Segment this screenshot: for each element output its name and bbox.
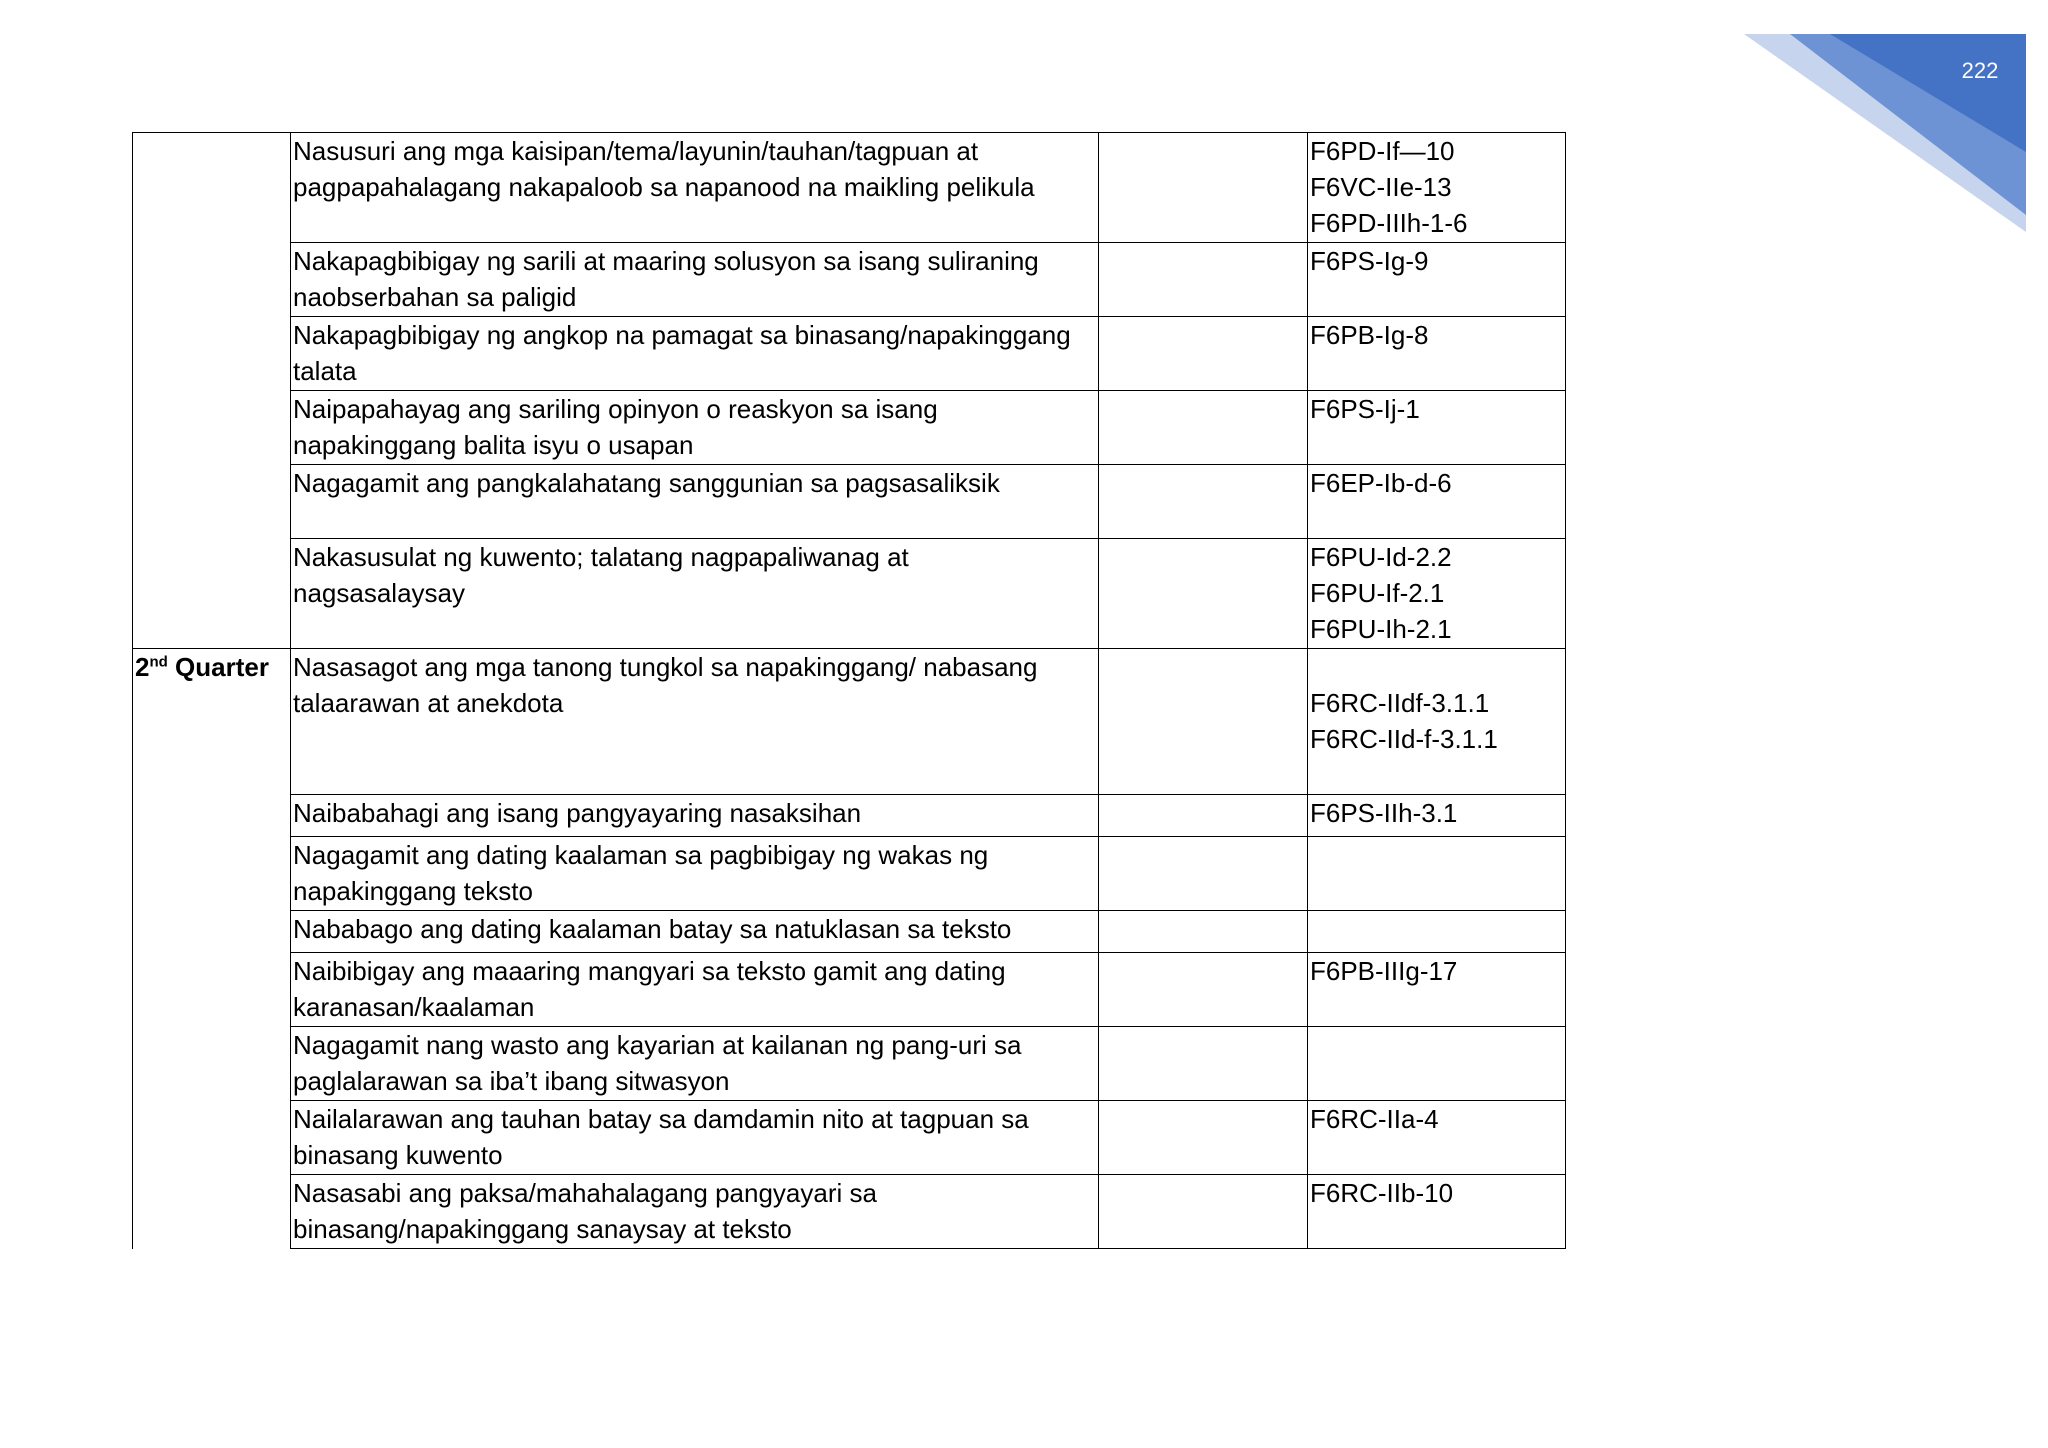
code-cell xyxy=(1308,911,1566,953)
table-row xyxy=(133,465,1566,539)
competency-cell: Nailalarawan ang tauhan batay sa damdamin nito at tagpuan sa binasang kuwento xyxy=(291,1101,1099,1175)
blank-cell xyxy=(1099,539,1308,649)
code-cell: F6PS-IIh-3.1 xyxy=(1308,795,1566,837)
code-cell: F6PU-Id-2.2 F6PU-If-2.1 F6PU-Ih-2.1 xyxy=(1308,539,1566,649)
code-cell: F6PB-IIIg-17 xyxy=(1308,953,1566,1027)
competency-cell: Nakasusulat ng kuwento; talatang nagpapaliwanag at nagsasalaysay xyxy=(291,539,1099,649)
blank-cell xyxy=(1099,649,1308,795)
code-cell: F6RC-IIa-4 xyxy=(1308,1101,1566,1175)
page-number: 222 xyxy=(1961,58,1999,83)
competency-cell: Nagagamit nang wasto ang kayarian at kailanan ng pang-uri sa paglalarawan sa iba’t ibang sitwasyon xyxy=(291,1027,1099,1101)
table-row xyxy=(133,1101,1566,1175)
code-cell: F6RC-IIb-10 xyxy=(1308,1175,1566,1249)
quarter-cell-blank xyxy=(133,133,291,649)
code-cell xyxy=(1308,837,1566,911)
competency-cell: Naibibigay ang maaaring mangyari sa teksto gamit ang dating karanasan/kaalaman xyxy=(291,953,1099,1027)
code-cell: F6PS-Ij-1 xyxy=(1308,391,1566,465)
competency-cell: Nagagamit ang pangkalahatang sanggunian sa pagsasaliksik xyxy=(291,465,1099,539)
code-cell xyxy=(1308,1027,1566,1101)
table-row xyxy=(133,649,1566,795)
blank-cell xyxy=(1099,837,1308,911)
quarter-label xyxy=(133,649,291,1249)
table-row xyxy=(133,133,1566,243)
blank-cell xyxy=(1099,1101,1308,1175)
blank-cell xyxy=(1099,1027,1308,1101)
competency-cell: Naipapahayag ang sariling opinyon o reaskyon sa isang napakinggang balita isyu o usapan xyxy=(291,391,1099,465)
code-cell: F6PS-Ig-9 xyxy=(1308,243,1566,317)
blank-cell xyxy=(1099,243,1308,317)
table-row xyxy=(133,391,1566,465)
quarter-text: Quarter xyxy=(167,652,269,682)
blank-cell xyxy=(1099,1175,1308,1249)
table-row xyxy=(133,539,1566,649)
table-row xyxy=(133,317,1566,391)
quarter-ordinal: 2 xyxy=(135,652,150,682)
blank-cell xyxy=(1099,953,1308,1027)
table-row xyxy=(133,953,1566,1027)
competency-cell: Nasasagot ang mga tanong tungkol sa napakinggang/ nabasang talaarawan at anekdota xyxy=(291,649,1099,795)
competency-cell: Naibabahagi ang isang pangyayaring nasaksihan xyxy=(291,795,1099,837)
table-row xyxy=(133,911,1566,953)
table-row xyxy=(133,243,1566,317)
code-cell: F6RC-IIdf-3.1.1 F6RC-IId-f-3.1.1 xyxy=(1308,649,1566,795)
code-cell: F6EP-Ib-d-6 xyxy=(1308,465,1566,539)
code-cell: F6PB-Ig-8 xyxy=(1308,317,1566,391)
code-cell: F6PD-If—10 F6VC-IIe-13 F6PD-IIIh-1-6 xyxy=(1308,133,1566,243)
competency-cell: Nakapagbibigay ng angkop na pamagat sa binasang/napakinggang talata xyxy=(291,317,1099,391)
competency-cell: Nasusuri ang mga kaisipan/tema/layunin/tauhan/tagpuan at pagpapahalagang nakapaloob sa napanood na maikling pelikula xyxy=(291,133,1099,243)
blank-cell xyxy=(1099,317,1308,391)
blank-cell xyxy=(1099,391,1308,465)
table-row xyxy=(133,1175,1566,1249)
competency-cell: Nagagamit ang dating kaalaman sa pagbibigay ng wakas ng napakinggang teksto xyxy=(291,837,1099,911)
table-row xyxy=(133,837,1566,911)
blank-cell xyxy=(1099,465,1308,539)
competency-cell: Nababago ang dating kaalaman batay sa natuklasan sa teksto xyxy=(291,911,1099,953)
competency-table xyxy=(132,132,1566,1249)
blank-cell xyxy=(1099,795,1308,837)
competency-cell: Nasasabi ang paksa/mahahalagang pangyayari sa binasang/napakinggang sanaysay at teksto xyxy=(291,1175,1099,1249)
quarter-suffix: nd xyxy=(149,653,168,671)
table-row xyxy=(133,795,1566,837)
table-row xyxy=(133,1027,1566,1101)
blank-cell xyxy=(1099,911,1308,953)
competency-cell: Nakapagbibigay ng sarili at maaring solusyon sa isang suliraning naobserbahan sa paligid xyxy=(291,243,1099,317)
blank-cell xyxy=(1099,133,1308,243)
